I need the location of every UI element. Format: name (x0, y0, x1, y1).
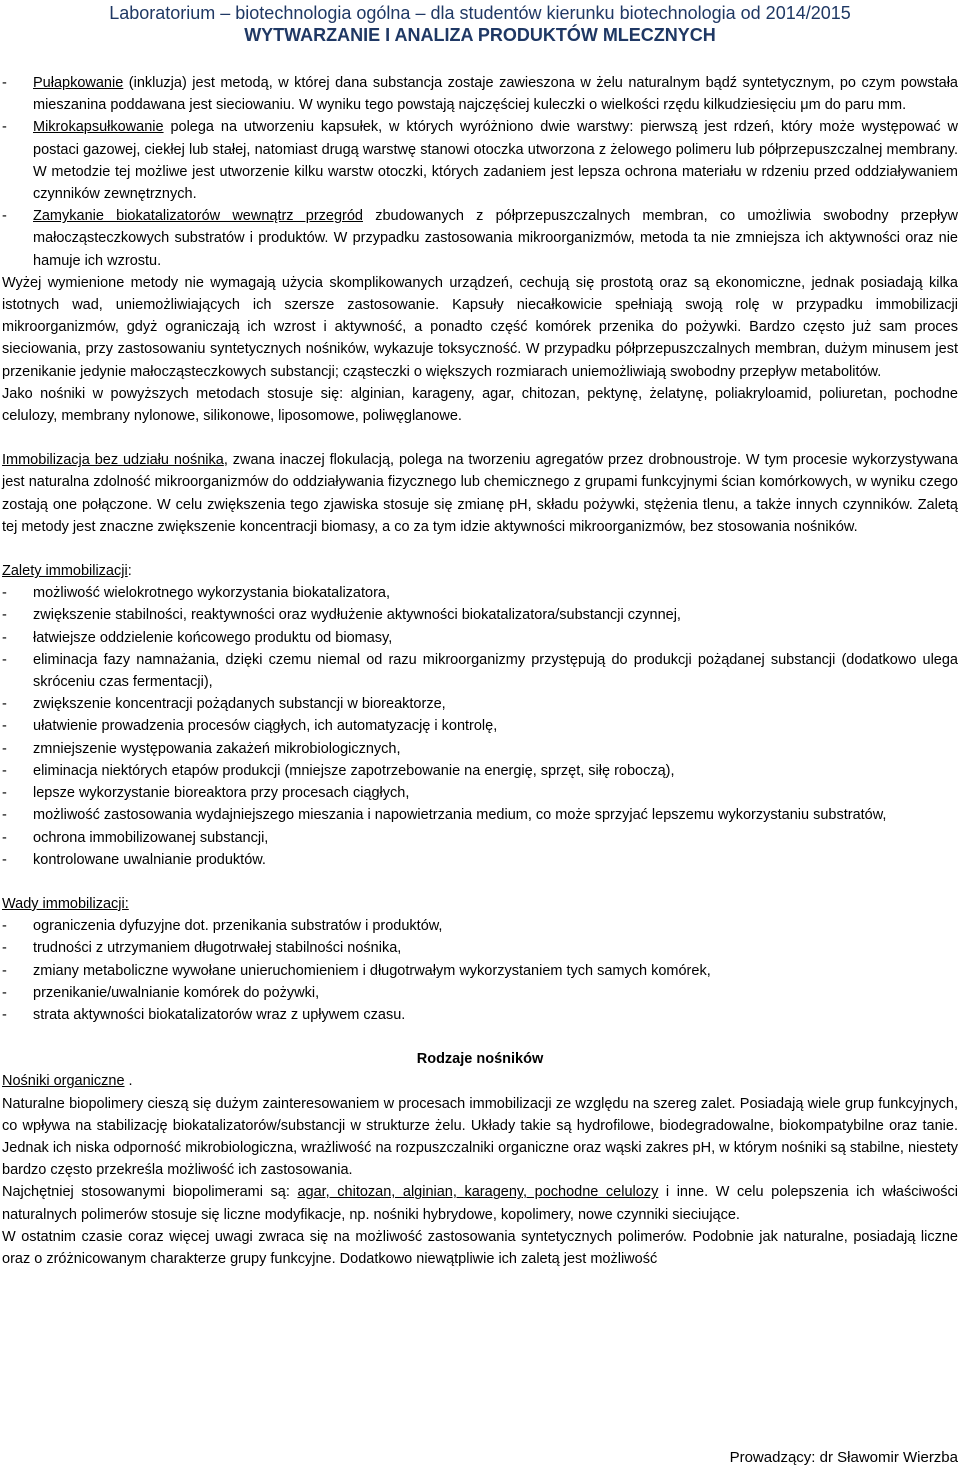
method-pulapkowanie (2, 72, 958, 116)
document-title: WYTWARZANIE I ANALIZA PRODUKTÓW MLECZNYCH (244, 25, 716, 45)
pulapkowanie-description: (inkluzja) jest metodą, w której dana substancja zostaje zawieszona w żelu naturalnym bądź syntetycznym, po czym powstała mieszanina poddawana jest sieciowaniu. W wyniku tego powstają najczęściej kuleczki o wielkości rzędu kilkudziesięciu μm do paru mm. (33, 75, 958, 114)
list-item: - zmiany metaboliczne wywołane unieruchomieniem i długotrwałym wykorzystaniem tych samych komórek, (2, 960, 958, 982)
page-footer-instructor: Prowadzący: dr Sławomir Wierzba (729, 1449, 958, 1466)
term-immobilizacja-bez-nosnika: Immobilizacja bez udziału nośnika (2, 452, 224, 469)
list-item: - strata aktywności biokatalizatorów wraz z upływem czasu. (2, 1004, 958, 1026)
paragraph-natural-biopolymers: Naturalne biopolimery cieszą się dużym zainteresowaniem w procesach immobilizacji ze względu na szereg zalet. Posiadają wiele grup funkcyjnych, co wpływa na stabilizację biokatalizatorów/substancji w strukturze żelu. Układy takie są hydrofilowe, biodegradowalne, biokompatybilne oraz tanie. Jednak ich niska odporność mikrobiologiczna, wrażliwość na rozpuszczalniki organiczne oraz wąski zakres pH, w którym nośniki są stabilne, niestety bardzo często przekreśla możliwość ich zastosowania. (2, 1095, 958, 1179)
section-heading-rodzaje-nosnikow: Rodzaje nośników (416, 1051, 544, 1068)
list-item: - przenikanie/uwalnianie komórek do pożywki, (2, 982, 958, 1004)
paragraph-carriers: Jako nośniki w powyższych metodach stosuje się: alginian, karageny, agar, chitozan, pektynę, żelatynę, poliakryloamid, poliuretan, pochodne celulozy, membrany nylonowe, silikonowe, liposomowe, poliwęglanowe. (2, 385, 958, 425)
spacer (2, 1026, 958, 1048)
zalety-heading-colon: : (127, 563, 132, 580)
page-header (0, 0, 960, 46)
popular-intro: Najchętniej stosowanymi biopolimerami są: (2, 1184, 298, 1201)
list-item: - trudności z utrzymaniem długotrwałej stabilności nośnika, (2, 937, 958, 959)
list-item: - ograniczenia dyfuzyjne dot. przenikania substratów i produktów, (2, 915, 958, 937)
term-pulapkowanie: Pułapkowanie (33, 75, 124, 91)
organic-heading-text: Nośniki organiczne (2, 1073, 125, 1090)
term-mikrokapsulkowanie: Mikrokapsułkowanie (33, 119, 164, 136)
advantages-list (2, 582, 958, 871)
method-mikrokapsulkowanie (2, 116, 958, 205)
popular-rest: i inne. W celu polepszenia ich właściwości naturalnych polimerów stosuje się liczne modyfikacje, np. nośniki hybrydowe, kopolimery, nowe czynniki sieciujące. (2, 1184, 958, 1223)
list-item: - ochrona immobilizowanej substancji, (2, 827, 958, 849)
spacer (2, 427, 958, 449)
disadvantages-list (2, 915, 958, 1026)
section-heading-wady: Wady immobilizacji: (2, 895, 129, 912)
list-item: - łatwiejsze oddzielenie końcowego produktu od biomasy, (2, 627, 958, 649)
paragraph-popular-biopolymers (2, 1181, 958, 1225)
list-item: - eliminacja fazy namnażania, dzięki czemu niemal od razu mikroorganizmy przystępują do produkcji pożądanej substancji (dodatkowo ulega skróceniu czas fermentacji), (2, 649, 958, 693)
list-item: - eliminacja niektórych etapów produkcji (mniejsze zapotrzebowanie na energię, sprzęt, siłę roboczą), (2, 760, 958, 782)
mikrokapsulkowanie-description: polega na utworzeniu kapsułek, w których wyróżniono dwie warstwy: pierwszą jest rdzeń, który może występować w postaci gazowej, ciekłej lub stałej, natomiast drugą warstwę stanowi otoczka utworzona z żelowego polimeru lub półprzepuszczalnej membrany. W metodzie tej możliwe jest utworzenie kilku warstw otoczki, których zadaniem jest lepsza ochrona materiału w rdzeniu przed oddziaływaniem czynników zewnętrznych. (33, 119, 958, 203)
document-body (2, 72, 958, 1270)
method-zamykanie (2, 205, 958, 272)
subsection-heading-organic (2, 1070, 958, 1092)
list-item: - możliwość zastosowania wydajniejszego mieszania i napowietrzania medium, co może sprzyjać lepszemu wykorzystaniu substratów, (2, 804, 958, 826)
list-item: - ułatwienie prowadzenia procesów ciągłych, ich automatyzację i kontrolę, (2, 715, 958, 737)
list-item: - zwiększenie koncentracji pożądanych substancji w bioreaktorze, (2, 693, 958, 715)
list-item: - zmniejszenie występowania zakażeń mikrobiologicznych, (2, 738, 958, 760)
course-title: Laboratorium – biotechnologia ogólna – dla studentów kierunku biotechnologia od 2014/2015 (109, 3, 851, 23)
list-item: - lepsze wykorzystanie bioreaktora przy procesach ciągłych, (2, 782, 958, 804)
organic-heading-dot: . (124, 1073, 133, 1090)
spacer (2, 538, 958, 560)
term-zamykanie: Zamykanie biokatalizatorów wewnątrz przegród (33, 208, 363, 225)
popular-list: agar, chitozan, alginian, karageny, pochodne celulozy (297, 1184, 659, 1201)
section-heading-zalety (2, 560, 958, 582)
spacer (2, 871, 958, 893)
zamykanie-description: zbudowanych z półprzepuszczalnych membran, co umożliwia swobodny przepływ małocząsteczkowych substratów i produktów. W przypadku zastosowania mikroorganizmów, metoda ta nie zmniejsza ich aktywności oraz nie hamuje ich wzrostu. (33, 208, 958, 269)
paragraph-synthetic-polymers: W ostatnim czasie coraz więcej uwagi zwraca się na możliwość zastosowania syntetycznych polimerów. Podobnie jak naturalne, posiadają liczne oraz o zróżnicowanym charakterze grupy funkcyjne. Dodatkowo niewątpliwie ich zaletą jest możliwość (2, 1228, 958, 1267)
list-item: - zwiększenie stabilności, reaktywności oraz wydłużenie aktywności biokatalizatora/substancji czynnej, (2, 604, 958, 626)
paragraph-immobilization-without-carrier (2, 449, 958, 538)
zalety-heading-text: Zalety immobilizacji (2, 563, 128, 580)
immobilization-description: , zwana inaczej flokulacją, polega na tworzeniu agregatów przez drobnoustroje. W tym procesie wykorzystywana jest naturalna zdolność mikroorganizmów do oddziaływania fizycznego lub chemicznego z grupami funkcyjnymi ścian komórkowych, w wyniku czego zostają one połączone. W celu zwiększenia tego zjawiska stosuje się zmianę pH, składu pożywki, stężenia tlenu, a także innych czynników. Zaletą tej metody jest znaczne zwiększenie koncentracji biomasy, a co za tym idzie aktywności mikroorganizmów, bez stosowania nośników. (2, 452, 958, 535)
list-item: - możliwość wielokrotnego wykorzystania biokatalizatora, (2, 582, 958, 604)
list-item: - kontrolowane uwalnianie produktów. (2, 849, 958, 871)
paragraph-methods-drawbacks: Wyżej wymienione metody nie wymagają użycia skomplikowanych urządzeń, cechują się prostotą oraz są ekonomiczne, jednak posiadają kilka istotnych wad, uniemożliwiających ich szersze zastosowanie. Kapsuły niecałkowicie spełniają swoją rolę w przypadku immobilizacji mikroorganizmów, gdyż ograniczają ich wzrost i aktywność, a ponadto część komórek przenika do pożywki. Bardzo często już sam proces sieciowania, przy zastosowaniu syntetycznych nośników, wykazuje toksyczność. W przypadku półprzepuszczalnych membran, dużym minusem jest przenikanie jedynie małocząsteczkowych substancji; cząsteczki o większych rozmiarach uniemożliwiają swobodny przepływ metabolitów. (2, 274, 958, 380)
